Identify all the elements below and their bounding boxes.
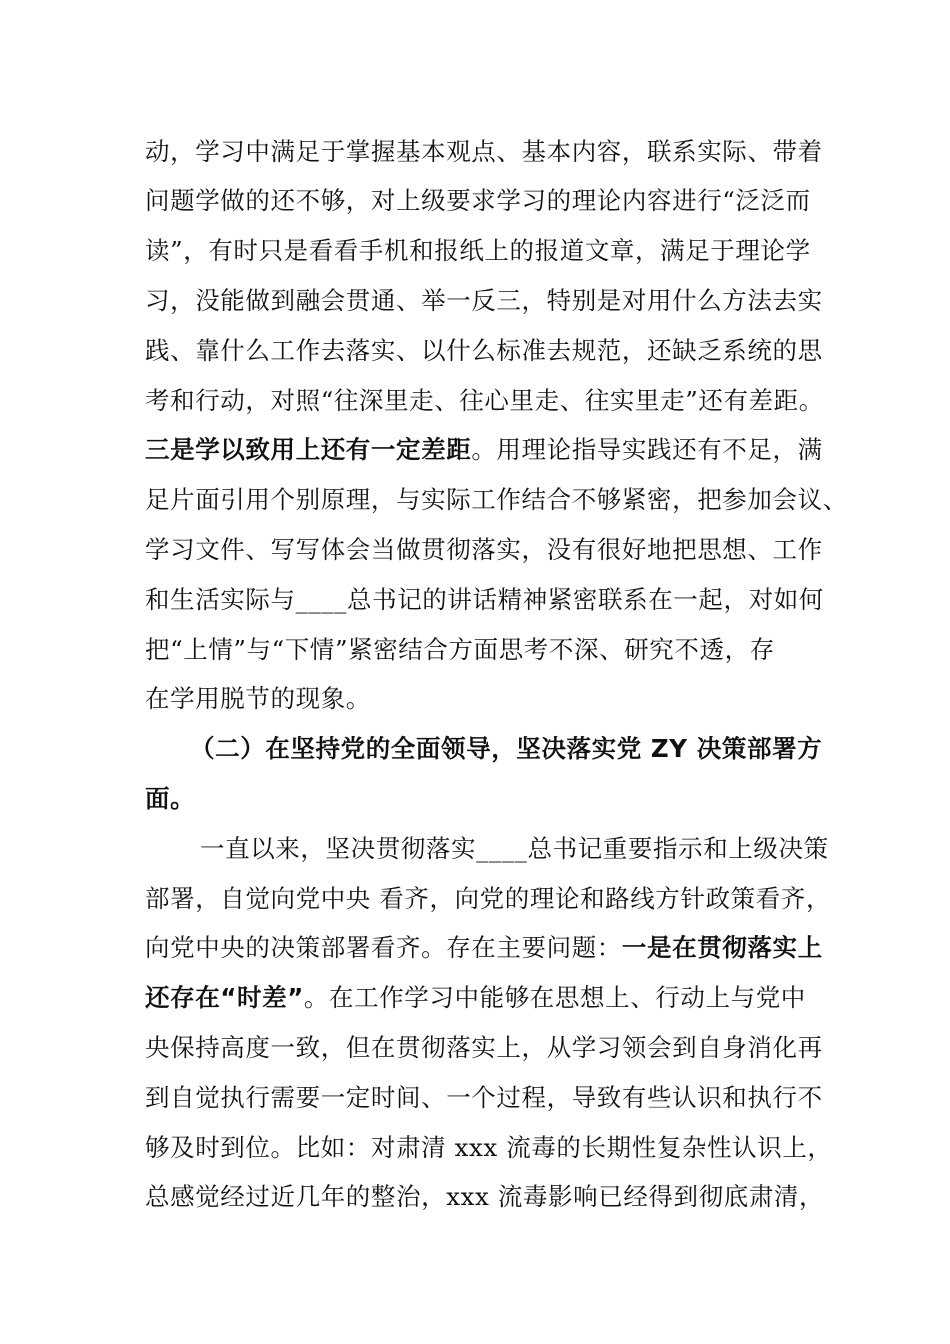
section-heading: （二）在坚持党的全面领导，坚决落实党 ZY 决策部署方 [190, 734, 823, 763]
text-line: 践、靠什么工作去落实、以什么标准去规范，还缺乏系统的思 [145, 336, 823, 365]
text-run: 。在工作学习中能够在思想上、行动上与党中 [303, 983, 806, 1012]
text-line: 央保持高度一致，但在贯彻落实上，从学习领会到自身消化再 [145, 1033, 823, 1062]
emphasis-text: 三是学以致用上还有一定差距 [145, 435, 472, 464]
text-run: 向党中央的决策部署看齐。存在主要问题： [145, 933, 622, 962]
text-line: 和生活实际与____总书记的讲话精神紧密联系在一起，对如何 [145, 585, 824, 614]
text-run: 。用理论指导实践还有不足，满 [471, 435, 823, 464]
text-line: 在学用脱节的现象。 [145, 684, 371, 713]
text-line: 问题学做的还不够，对上级要求学习的理论内容进行“泛泛而 [145, 186, 811, 215]
text-line: 学习文件、写写体会当做贯彻落实，没有很好地把思想、工作 [145, 535, 823, 564]
text-line: 动，学习中满足于掌握基本观点、基本内容，联系实际、带着 [145, 137, 823, 166]
text-line-mixed [145, 933, 823, 963]
section-heading-continued: 面。 [145, 784, 196, 813]
text-line-mixed [145, 435, 823, 465]
text-line: 够及时到位。比如：对肃清 xxx 流毒的长期性复杂性认识上， [145, 1133, 833, 1162]
text-line: 习，没能做到融会贯通、举一反三，特别是对用什么方法去实 [145, 286, 823, 315]
emphasis-text: 一是在贯彻落实上 [621, 933, 823, 962]
text-line: 总感觉经过近几年的整治，xxx 流毒影响已经得到彻底肃清， [145, 1182, 825, 1211]
text-line-mixed [145, 983, 806, 1013]
emphasis-text: 还存在“时差” [145, 983, 304, 1012]
text-line: 读”，有时只是看看手机和报纸上的报道文章，满足于理论学 [145, 236, 811, 265]
text-line: 考和行动，对照“往深里走、往心里走、往实里走”还有差距。 [145, 386, 824, 415]
text-line: 把“上情”与“下情”紧密结合方面思考不深、研究不透，存 [145, 635, 775, 664]
text-line: 一直以来，坚决贯彻落实____总书记重要指示和上级决策 [200, 834, 829, 863]
text-line: 部署，自觉向党中央 看齐，向党的理论和路线方针政策看齐， [145, 884, 832, 913]
text-line: 到自觉执行需要一定时间、一个过程，导致有些认识和执行不 [145, 1083, 823, 1112]
text-line: 足片面引用个别原理，与实际工作结合不够紧密，把参加会议、 [145, 485, 848, 514]
